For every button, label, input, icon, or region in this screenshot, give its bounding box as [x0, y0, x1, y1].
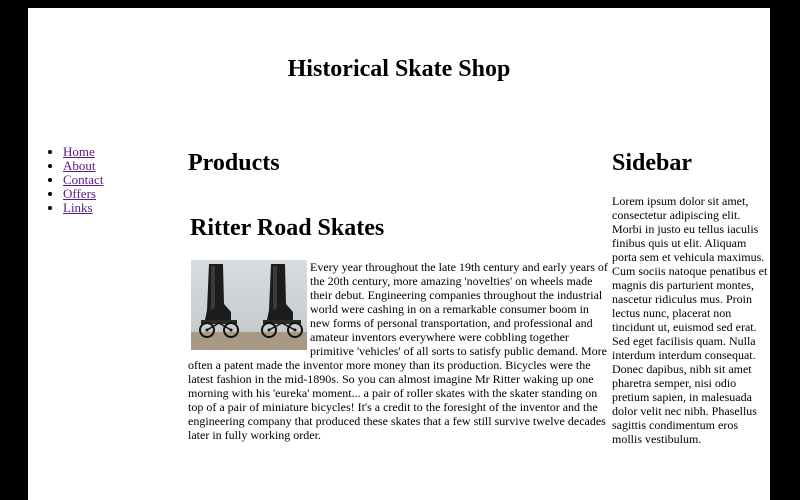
skates-photo	[191, 260, 307, 350]
sidebar-text: Lorem ipsum dolor sit amet, consectetur adipiscing elit. Morbi in justo eu tellus iaculis finibus quis ut elit. Aliquam porta sem et vehicula maximus. Cum sociis natoque penatibus et magnis dis parturient montes, nascetur ridiculus mus. Proin lectus nunc, placerat non tincidunt ut, euismod sed erat. Sed eget facilisis quam. Nulla interdum interdum consequat. Donec dapibus, nibh sit amet pharetra semper, nisi odio pretium sapien, in malesuada dolor velit nec nibh. Phasellus sagittis condimentum eros mollis vestibulum.	[612, 194, 768, 446]
nav-item-links	[63, 201, 103, 215]
nav-item-contact	[63, 173, 103, 187]
main-nav	[28, 145, 103, 215]
nav-item-about	[63, 159, 103, 173]
nav-link-offers[interactable]: Offers	[63, 186, 96, 201]
products-heading: Products	[188, 150, 280, 176]
page	[28, 8, 770, 500]
sidebar-heading: Sidebar	[612, 150, 693, 176]
sidebar	[612, 148, 768, 446]
nav-link-contact[interactable]: Contact	[63, 172, 104, 187]
nav-item-offers	[63, 187, 103, 201]
product-description: Every year throughout the late 19th century and early years of the 20th century, more amazing 'novelties' on wheels made their debut. Engineering companies throughout the industrial world were cashing in on a remarkable consumer boom in new forms of personal transportation, and professional and amateur inventors everywhere were cobbling together primitive 'vehicles' of all sorts to satisfy public demand. More often a patent made the inventor more money than its production. Bicycles were the latest fashion in the mid-1890s. So you can almost imagine Mr Ritter waking up one morning with his 'eureka' moment... a pair of roller skates with the skater standing on top of a pair of miniature bicycles! It's a credit to the foresight of the inventor and the engineering company that produced these skates that a few still survive twelve decades later in fully working order.	[188, 260, 608, 442]
nav-link-home[interactable]: Home	[63, 144, 95, 159]
product-title: Ritter Road Skates	[190, 215, 385, 241]
product-article	[188, 260, 608, 442]
site-title: Historical Skate Shop	[287, 56, 511, 82]
nav-link-about[interactable]: About	[63, 158, 96, 173]
nav-item-home	[63, 145, 103, 159]
main-content	[188, 148, 608, 442]
nav-link-links[interactable]: Links	[63, 200, 93, 215]
